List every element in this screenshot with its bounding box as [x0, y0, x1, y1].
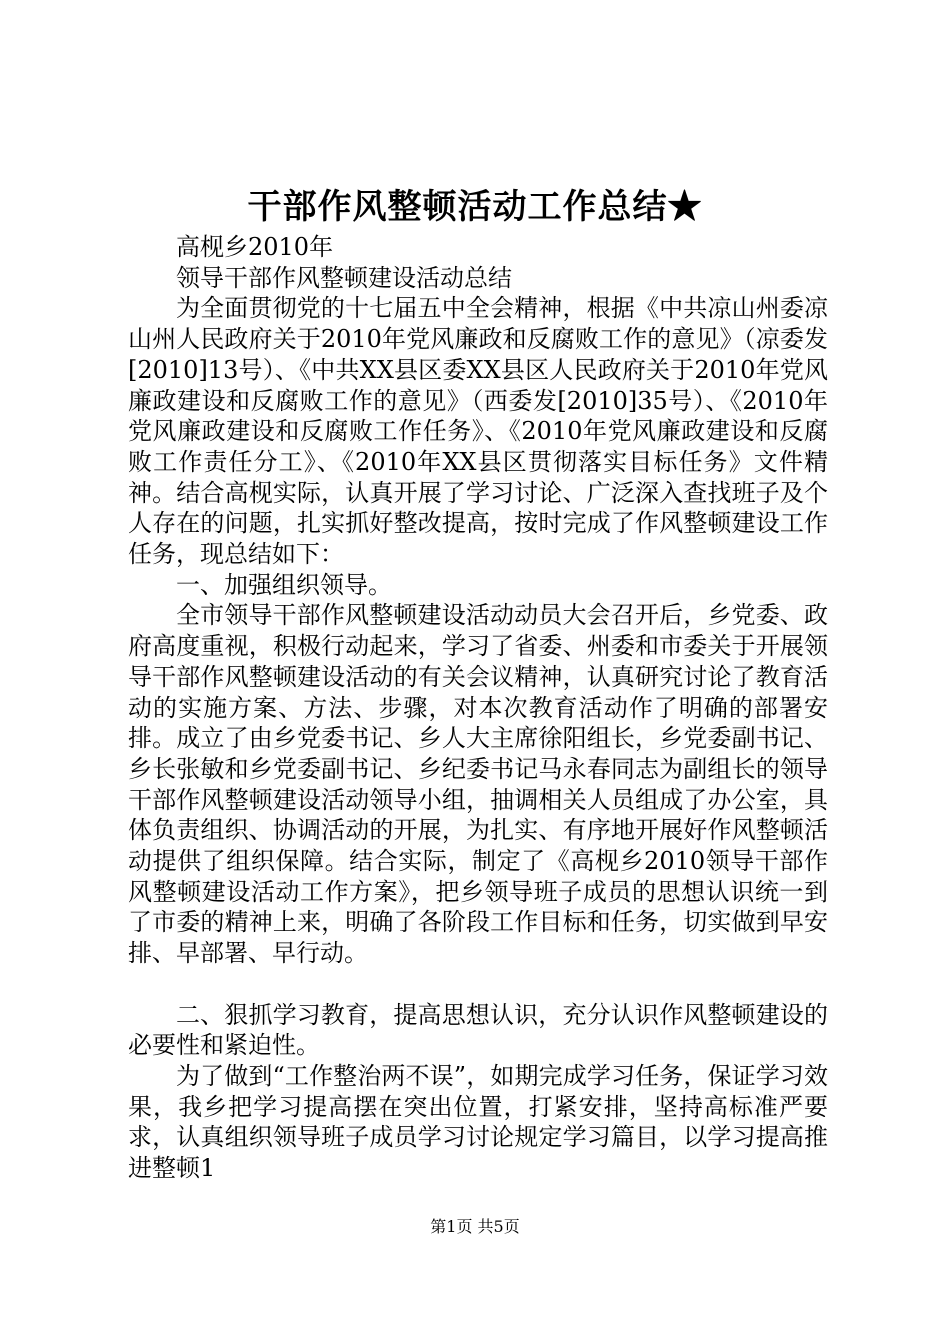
document-title: 干部作风整顿活动工作总结★ — [247, 187, 703, 227]
paragraph-subtitle: 领导干部作风整顿建设活动总结 — [176, 263, 512, 292]
section-heading-2: 二、狠抓学习教育，提高思想认识，充分认识作风整顿建设的必要性和紧迫性。 — [128, 1000, 828, 1060]
section-heading-1: 一、加强组织领导。 — [176, 570, 392, 599]
page-footer: 第1页 共5页 — [430, 1217, 520, 1236]
paragraph-town-year: 高枧乡2010年 — [176, 233, 334, 261]
paragraph-section-2: 为了做到“工作整治两不误”，如期完成学习任务，保证学习效果，我乡把学习提高摆在突出位置，打紧安排，坚持高标准严要求，认真组织领导班子成员学习讨论规定学习篇目，以学习提高推进整顿1 — [128, 1061, 828, 1183]
paragraph-section-1: 全市领导干部作风整顿建设活动动员大会召开后，乡党委、政府高度重视，积极行动起来，学习了省委、州委和市委关于开展领导干部作风整顿建设活动的有关会议精神，认真研究讨论了教育活动的实施方案、方法、步骤，对本次教育活动作了明确的部署安排。成立了由乡党委书记、乡人大主席徐阳组长，乡党委副书记、乡长张敏和乡党委副书记、乡纪委书记马永春同志为副组长的领导干部作风整顿建设活动领导小组，抽调相关人员组成了办公室，具体负责组织、协调活动的开展，为扎实、有序地开展好作风整顿活动提供了组织保障。结合实际，制定了《高枧乡2010领导干部作风整顿建设活动工作方案》，把乡领导班子成员的思想认识统一到了市委的精神上来，明确了各阶段工作目标和任务，切实做到早安排、早部署、早行动。 — [128, 601, 828, 968]
document-body — [128, 232, 828, 1184]
paragraph-intro: 为全面贯彻党的十七届五中全会精神，根据《中共凉山州委凉山州人民政府关于2010年党风廉政和反腐败工作的意见》（凉委发[2010]13号）、《中共XX县区委XX县区人民政府关于2010年党风廉政建设和反腐败工作的意见》（西委发[2010]35号）、《2010年党风廉政建设和反腐败工作任务》、《2010年党风廉政建设和反腐败工作责任分工》、《2010年XX县区贯彻落实目标任务》文件精神。结合高枧实际，认真开展了学习讨论、广泛深入查找班子及个人存在的问题，扎实抓好整改提高，按时完成了作风整顿建设工作任务，现总结如下： — [128, 294, 828, 569]
